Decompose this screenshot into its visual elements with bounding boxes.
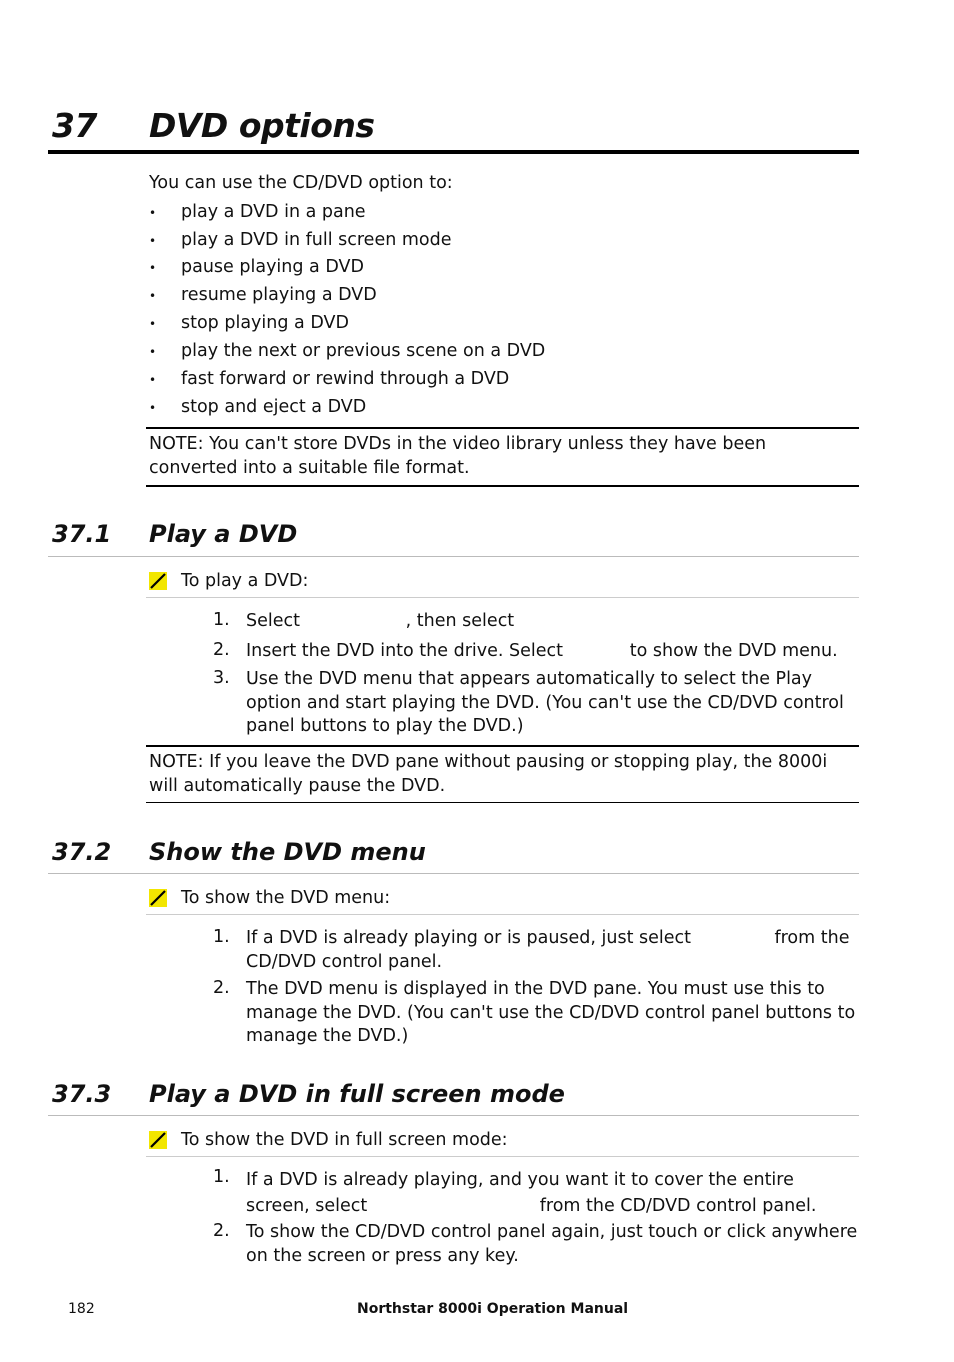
section-number: 37.2 (52, 838, 112, 866)
chapter-number: 37 (52, 106, 97, 145)
note-rule-top (146, 745, 859, 747)
section-title: Play a DVD in full screen mode (149, 1080, 565, 1108)
note-rule-bottom (146, 485, 859, 487)
step-number: 1. (213, 927, 230, 947)
list-item: stop and eject a DVD (181, 397, 367, 417)
procedure-icon (149, 572, 167, 590)
procedure-icon (149, 889, 167, 907)
step-number: 1. (213, 1167, 230, 1187)
section-rule (48, 873, 859, 874)
bullet: • (149, 206, 157, 220)
step-text: The DVD menu is displayed in the DVD pane. You must use this to manage the DVD. (You can't use the CD/DVD control panel buttons to manage the DVD.) (246, 979, 856, 1046)
procedure-label: To show the DVD menu: (181, 888, 391, 908)
intro-text: You can use the CD/DVD option to: (149, 173, 453, 193)
list-item: stop playing a DVD (181, 313, 349, 333)
bullet: • (149, 401, 157, 415)
chapter-rule (48, 150, 859, 154)
note-rule-bottom (146, 802, 859, 803)
section-number: 37.3 (52, 1080, 112, 1108)
list-item: play a DVD in full screen mode (181, 230, 452, 250)
step-number: 3. (213, 668, 230, 688)
section-rule (48, 1115, 859, 1116)
procedure-rule (146, 597, 859, 598)
section-heading-full-screen (52, 1080, 860, 1114)
list-item: resume playing a DVD (181, 285, 377, 305)
section-title: Show the DVD menu (149, 838, 426, 866)
section-heading-show-menu (52, 838, 860, 872)
step-text: If a DVD is already playing or is paused, just select from the CD/DVD control panel. (246, 928, 856, 972)
note-rule-top (146, 427, 859, 429)
bullet: • (149, 234, 157, 248)
list-item: fast forward or rewind through a DVD (181, 369, 510, 389)
section-heading-play-dvd (52, 520, 860, 554)
step-number: 2. (213, 640, 230, 660)
section-rule (48, 556, 859, 557)
step-text: Use the DVD menu that appears automatically to select the Play option and start playing the DVD. (You can't use the CD/DVD control panel buttons to play the DVD.) (246, 669, 844, 736)
bullet: • (149, 261, 157, 275)
procedure-icon (149, 1131, 167, 1149)
procedure-rule (146, 1156, 859, 1157)
bullet: • (149, 289, 157, 303)
bullet: • (149, 373, 157, 387)
step-text: If a DVD is already playing, and you want it to cover the entire screen, select from the CD/DVD control panel. (246, 1170, 817, 1216)
step-number: 2. (213, 1221, 230, 1241)
note-dvd-library: NOTE: You can't store DVDs in the video library unless they have been converted into a suitable file format. (149, 434, 767, 478)
section-number: 37.1 (52, 520, 112, 548)
step-number: 2. (213, 978, 230, 998)
note-auto-pause: NOTE: If you leave the DVD pane without pausing or stopping play, the 8000i will automatically pause the DVD. (149, 752, 828, 796)
procedure-label: To play a DVD: (181, 571, 309, 591)
page-number: 182 (68, 1301, 95, 1317)
list-item: play the next or previous scene on a DVD (181, 341, 546, 361)
bullet: • (149, 317, 157, 331)
list-item: pause playing a DVD (181, 257, 364, 277)
section-title: Play a DVD (149, 520, 298, 548)
procedure-label: To show the DVD in full screen mode: (181, 1130, 508, 1150)
step-text: Insert the DVD into the drive. Select to show the DVD menu. (246, 641, 838, 661)
footer-title: Northstar 8000i Operation Manual (357, 1301, 629, 1317)
step-text: To show the CD/DVD control panel again, just touch or click anywhere on the screen or press any key. (246, 1222, 858, 1266)
bullet: • (149, 345, 157, 359)
step-text: Select , then select (246, 611, 515, 631)
step-number: 1. (213, 610, 230, 630)
chapter-title: DVD options (149, 106, 375, 145)
procedure-rule (146, 914, 859, 915)
list-item: play a DVD in a pane (181, 202, 366, 222)
